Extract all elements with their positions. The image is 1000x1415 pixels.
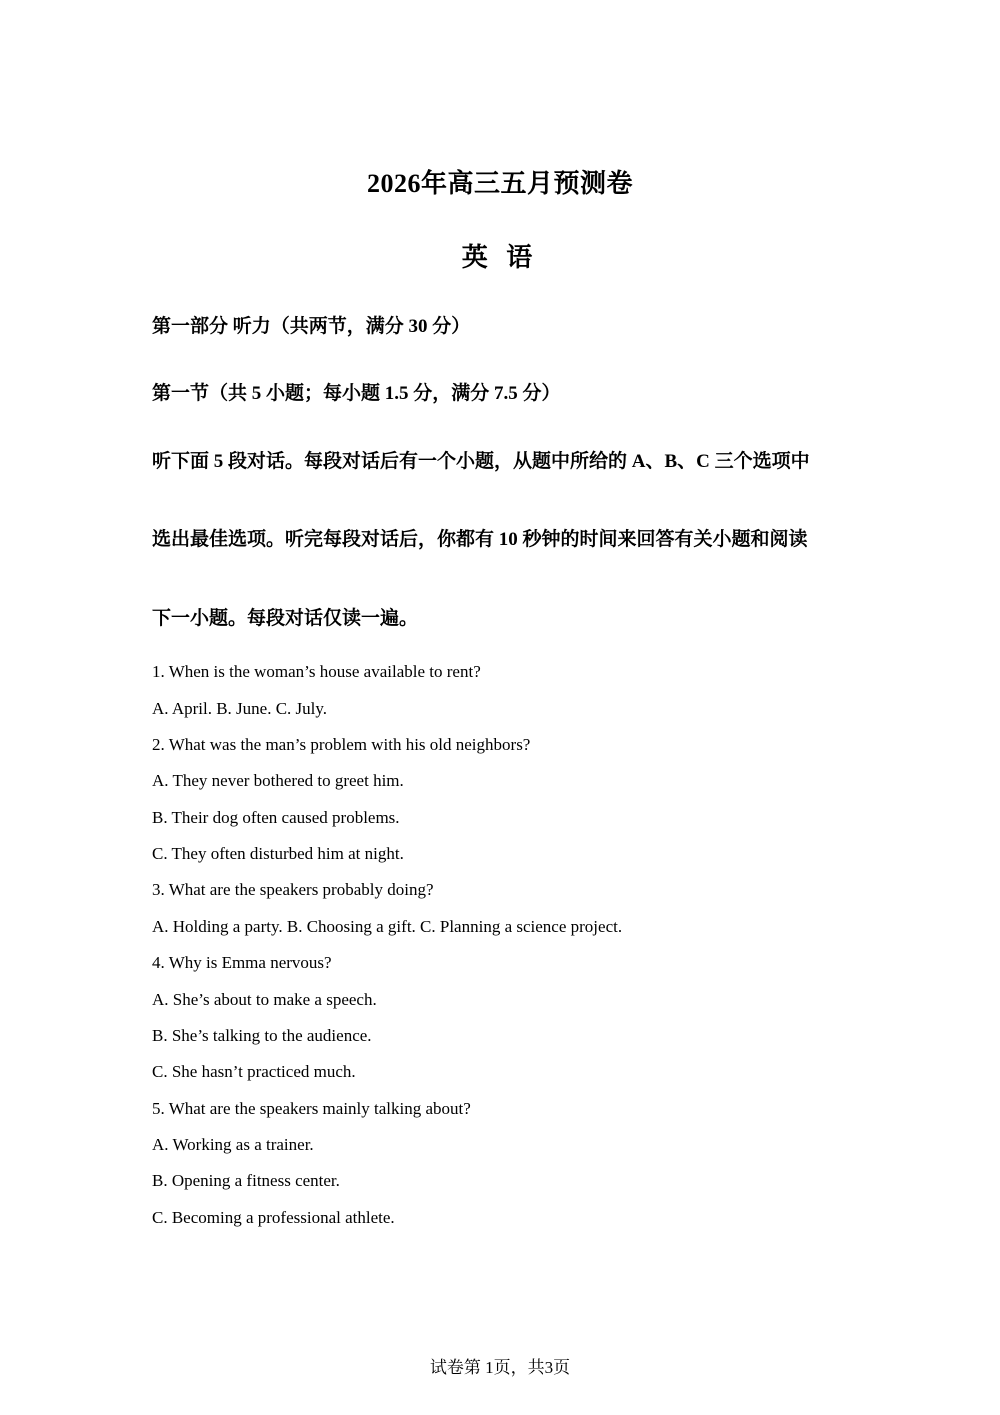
instruction-line: 选出最佳选项。听完每段对话后，你都有 10 秒钟的时间来回答有关小题和阅读 [152,529,808,550]
question-4-option-b: B. She’s talking to the audience. [152,1026,372,1045]
page-footer: 试卷第 1页，共3页 [429,1358,571,1377]
question-2-option-b: B. Their dog often caused problems. [152,808,400,827]
exam-subject: 英 语 [461,243,539,272]
question-3-options: A. Holding a party. B. Choosing a gift. C. Planning a science project. [152,917,623,936]
part-heading: 第一部分 听力（共两节，满分 30 分） [152,316,471,337]
question-5: 5. What are the speakers mainly talking about? [152,1099,471,1118]
question-2-option-a: A. They never bothered to greet him. [152,771,404,790]
question-5-option-a: A. Working as a trainer. [152,1135,314,1154]
question-4-option-a: A. She’s about to make a speech. [152,990,377,1009]
instruction-line: 听下面 5 段对话。每段对话后有一个小题，从题中所给的 A、B、C 三个选项中 [152,451,810,472]
question-5-option-c: C. Becoming a professional athlete. [152,1208,395,1227]
question-1: 1. When is the woman’s house available to rent? [152,662,481,681]
question-2-option-c: C. They often disturbed him at night. [152,844,404,863]
question-3: 3. What are the speakers probably doing? [152,880,434,899]
question-4-option-c: C. She hasn’t practiced much. [152,1062,356,1081]
section-heading: 第一节（共 5 小题；每小题 1.5 分，满分 7.5 分） [152,383,561,404]
question-4: 4. Why is Emma nervous? [152,953,332,972]
instruction-line: 下一小题。每段对话仅读一遍。 [152,608,419,629]
question-5-option-b: B. Opening a fitness center. [152,1171,340,1190]
exam-title: 2026年高三五月预测卷 [366,169,633,198]
question-1-options: A. April. B. June. C. July. [152,699,328,718]
question-2: 2. What was the man’s problem with his old neighbors? [152,735,531,754]
